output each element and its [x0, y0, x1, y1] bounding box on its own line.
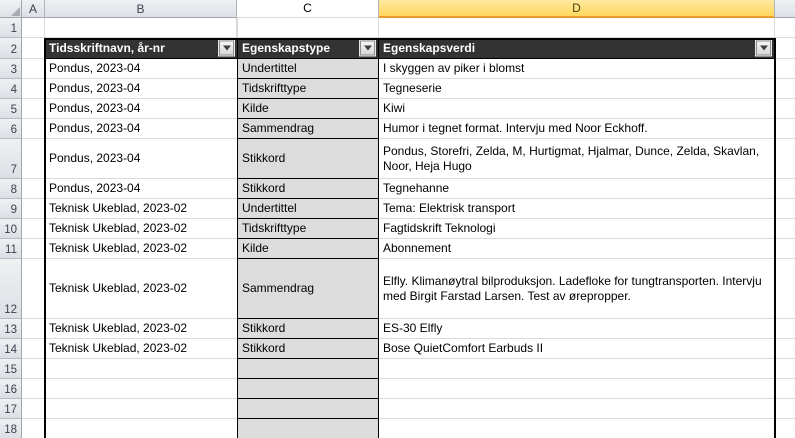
cell-E13[interactable]: [775, 319, 795, 339]
select-all-triangle-icon: [11, 7, 20, 16]
filter-dropdown-button[interactable]: [360, 41, 375, 56]
cell-C3[interactable]: Undertittel: [237, 59, 379, 79]
cell-A15[interactable]: [22, 359, 45, 379]
sheet-row-11: [0, 239, 795, 259]
sheet-row-10: [0, 219, 795, 239]
cell-D8[interactable]: Tegnehanne: [379, 179, 775, 199]
cell-E8[interactable]: [775, 179, 795, 199]
row-header-7[interactable]: 7: [0, 139, 22, 179]
row-header-3[interactable]: 3: [0, 59, 22, 79]
cell-A10[interactable]: [22, 219, 45, 239]
cell-D10[interactable]: Fagtidskrift Teknologi: [379, 219, 775, 239]
row-header-9[interactable]: 9: [0, 199, 22, 219]
sheet-row-3: [0, 59, 795, 79]
column-header-c[interactable]: C: [237, 0, 379, 18]
cell-A4[interactable]: [22, 79, 45, 99]
cell-C9[interactable]: Undertittel: [237, 199, 379, 219]
filter-dropdown-button[interactable]: [756, 41, 771, 56]
row-header-5[interactable]: 5: [0, 99, 22, 119]
cell-B9[interactable]: Teknisk Ukeblad, 2023-02: [45, 199, 237, 219]
sheet-row-18: [0, 419, 795, 438]
column-header-d-selected[interactable]: D: [379, 0, 775, 18]
cell-E16[interactable]: [775, 379, 795, 399]
cell-C11[interactable]: Kilde: [237, 239, 379, 259]
cell-A5[interactable]: [22, 99, 45, 119]
cell-D5[interactable]: Kiwi: [379, 99, 775, 119]
cell-C12[interactable]: Sammendrag: [237, 259, 379, 319]
row-header-2[interactable]: 2: [0, 38, 22, 59]
cell-B15[interactable]: [45, 359, 237, 379]
table-header-label: Tidsskriftnavn, år-nr: [49, 40, 165, 55]
cell-D1[interactable]: [379, 18, 775, 38]
column-header-strip: [0, 0, 795, 18]
cell-B4[interactable]: Pondus, 2023-04: [45, 79, 237, 99]
cell-E7[interactable]: [775, 139, 795, 179]
column-header-e[interactable]: [775, 0, 795, 18]
dropdown-arrow-icon: [760, 46, 768, 51]
cell-A12[interactable]: [22, 259, 45, 319]
cell-C18[interactable]: [237, 419, 379, 438]
cell-B16[interactable]: [45, 379, 237, 399]
sheet-row-17: [0, 399, 795, 419]
cell-B18[interactable]: [45, 419, 237, 438]
table-header-label: Egenskapsverdi: [383, 40, 476, 55]
cell-A2[interactable]: [22, 38, 45, 59]
cell-E15[interactable]: [775, 359, 795, 379]
cell-E17[interactable]: [775, 399, 795, 419]
cell-A13[interactable]: [22, 319, 45, 339]
cell-B12[interactable]: Teknisk Ukeblad, 2023-02: [45, 259, 237, 319]
cell-B11[interactable]: Teknisk Ukeblad, 2023-02: [45, 239, 237, 259]
cell-A1[interactable]: [22, 18, 45, 38]
cell-B8[interactable]: Pondus, 2023-04: [45, 179, 237, 199]
cell-A11[interactable]: [22, 239, 45, 259]
cell-B1[interactable]: [45, 18, 237, 38]
table-header-egenskapsverdi[interactable]: [379, 38, 775, 59]
cell-E11[interactable]: [775, 239, 795, 259]
cell-A17[interactable]: [22, 399, 45, 419]
cell-B17[interactable]: [45, 399, 237, 419]
cell-D4[interactable]: Tegneserie: [379, 79, 775, 99]
cell-D16[interactable]: [379, 379, 775, 399]
cell-E18[interactable]: [775, 419, 795, 438]
table-header-tidsskriftnavn[interactable]: [45, 38, 237, 59]
cell-C6[interactable]: Sammendrag: [237, 119, 379, 139]
cell-D9[interactable]: Tema: Elektrisk transport: [379, 199, 775, 219]
cell-C5[interactable]: Kilde: [237, 99, 379, 119]
cell-E5[interactable]: [775, 99, 795, 119]
cell-C10[interactable]: Tidskrifttype: [237, 219, 379, 239]
cell-A16[interactable]: [22, 379, 45, 399]
cell-D17[interactable]: [379, 399, 775, 419]
cell-B14[interactable]: Teknisk Ukeblad, 2023-02: [45, 339, 237, 359]
cell-C14[interactable]: Stikkord: [237, 339, 379, 359]
cell-C8[interactable]: Stikkord: [237, 179, 379, 199]
column-header-b[interactable]: B: [45, 0, 237, 18]
sheet-row-13: [0, 319, 795, 339]
table-outer-border-left: [44, 38, 46, 438]
cell-C15[interactable]: [237, 359, 379, 379]
cell-A9[interactable]: [22, 199, 45, 219]
cell-D15[interactable]: [379, 359, 775, 379]
cell-B5[interactable]: Pondus, 2023-04: [45, 99, 237, 119]
sheet-row-4: [0, 79, 795, 99]
sheet-row-1: [0, 18, 795, 38]
row-header-6[interactable]: 6: [0, 119, 22, 139]
cell-A6[interactable]: [22, 119, 45, 139]
cell-B3[interactable]: Pondus, 2023-04: [45, 59, 237, 79]
table-header-label: Egenskapstype: [242, 40, 331, 55]
cell-A3[interactable]: [22, 59, 45, 79]
cell-D11[interactable]: Abonnement: [379, 239, 775, 259]
table-outer-border-right: [774, 38, 776, 438]
cell-B6[interactable]: Pondus, 2023-04: [45, 119, 237, 139]
row-header-4[interactable]: 4: [0, 79, 22, 99]
cell-B13[interactable]: Teknisk Ukeblad, 2023-02: [45, 319, 237, 339]
cell-C4[interactable]: Tidskrifttype: [237, 79, 379, 99]
cell-E1[interactable]: [775, 18, 795, 38]
row-header-14[interactable]: 14: [0, 339, 22, 359]
table-header-egenskapstype[interactable]: [237, 38, 379, 59]
sheet-row-12: [0, 259, 795, 319]
sheet-row-14: [0, 339, 795, 359]
cell-A18[interactable]: [22, 419, 45, 438]
row-header-11[interactable]: 11: [0, 239, 22, 259]
cell-D6[interactable]: Humor i tegnet format. Intervju med Noor Eckhoff.: [379, 119, 775, 139]
cell-D13[interactable]: ES-30 Elfly: [379, 319, 775, 339]
sheet-row-9: [0, 199, 795, 219]
sheet-row-15: [0, 359, 795, 379]
row-header-8[interactable]: 8: [0, 179, 22, 199]
row-header-1[interactable]: 1: [0, 18, 22, 38]
cell-A8[interactable]: [22, 179, 45, 199]
cell-D3[interactable]: I skyggen av piker i blomst: [379, 59, 775, 79]
column-header-a[interactable]: A: [22, 0, 45, 18]
cell-C1[interactable]: [237, 18, 379, 38]
dropdown-arrow-icon: [223, 46, 231, 51]
cell-A14[interactable]: [22, 339, 45, 359]
cell-E14[interactable]: [775, 339, 795, 359]
cell-A7[interactable]: [22, 139, 45, 179]
row-header-16[interactable]: 16: [0, 379, 22, 399]
cell-E10[interactable]: [775, 219, 795, 239]
cell-C16[interactable]: [237, 379, 379, 399]
cell-B7[interactable]: Pondus, 2023-04: [45, 139, 237, 179]
cell-C17[interactable]: [237, 399, 379, 419]
cell-C7[interactable]: Stikkord: [237, 139, 379, 179]
cell-E2[interactable]: [775, 38, 795, 59]
sheet-row-7: [0, 139, 795, 179]
cell-E4[interactable]: [775, 79, 795, 99]
cell-E3[interactable]: [775, 59, 795, 79]
cell-C13[interactable]: Stikkord: [237, 319, 379, 339]
cell-D14[interactable]: Bose QuietComfort Earbuds II: [379, 339, 775, 359]
sheet-row-16: [0, 379, 795, 399]
row-header-10[interactable]: 10: [0, 219, 22, 239]
select-all-corner[interactable]: [0, 0, 22, 18]
table-outer-border-top: [44, 38, 776, 40]
cell-E9[interactable]: [775, 199, 795, 219]
dropdown-arrow-icon: [364, 46, 372, 51]
sheet-row-2: [0, 38, 795, 59]
cell-B10[interactable]: Teknisk Ukeblad, 2023-02: [45, 219, 237, 239]
row-header-13[interactable]: 13: [0, 319, 22, 339]
cell-D7[interactable]: Pondus, Storefri, Zelda, M, Hurtigmat, Hjalmar, Dunce, Zelda, Skavlan, Noor, Heja Hugo: [379, 139, 775, 179]
row-header-17[interactable]: 17: [0, 399, 22, 419]
sheet-row-8: [0, 179, 795, 199]
sheet-row-6: [0, 119, 795, 139]
cell-E6[interactable]: [775, 119, 795, 139]
sheet-row-5: [0, 99, 795, 119]
filter-dropdown-button[interactable]: [219, 41, 234, 56]
row-header-18[interactable]: 18: [0, 419, 22, 438]
cell-D18[interactable]: [379, 419, 775, 438]
cell-E12[interactable]: [775, 259, 795, 319]
row-header-15[interactable]: 15: [0, 359, 22, 379]
cell-D12[interactable]: Elfly. Klimanøytral bilproduksjon. Ladefloke for tungtransporten. Intervju med Birgit Farstad Larsen. Test av ørepropper.: [379, 259, 775, 319]
row-header-12[interactable]: 12: [0, 259, 22, 319]
